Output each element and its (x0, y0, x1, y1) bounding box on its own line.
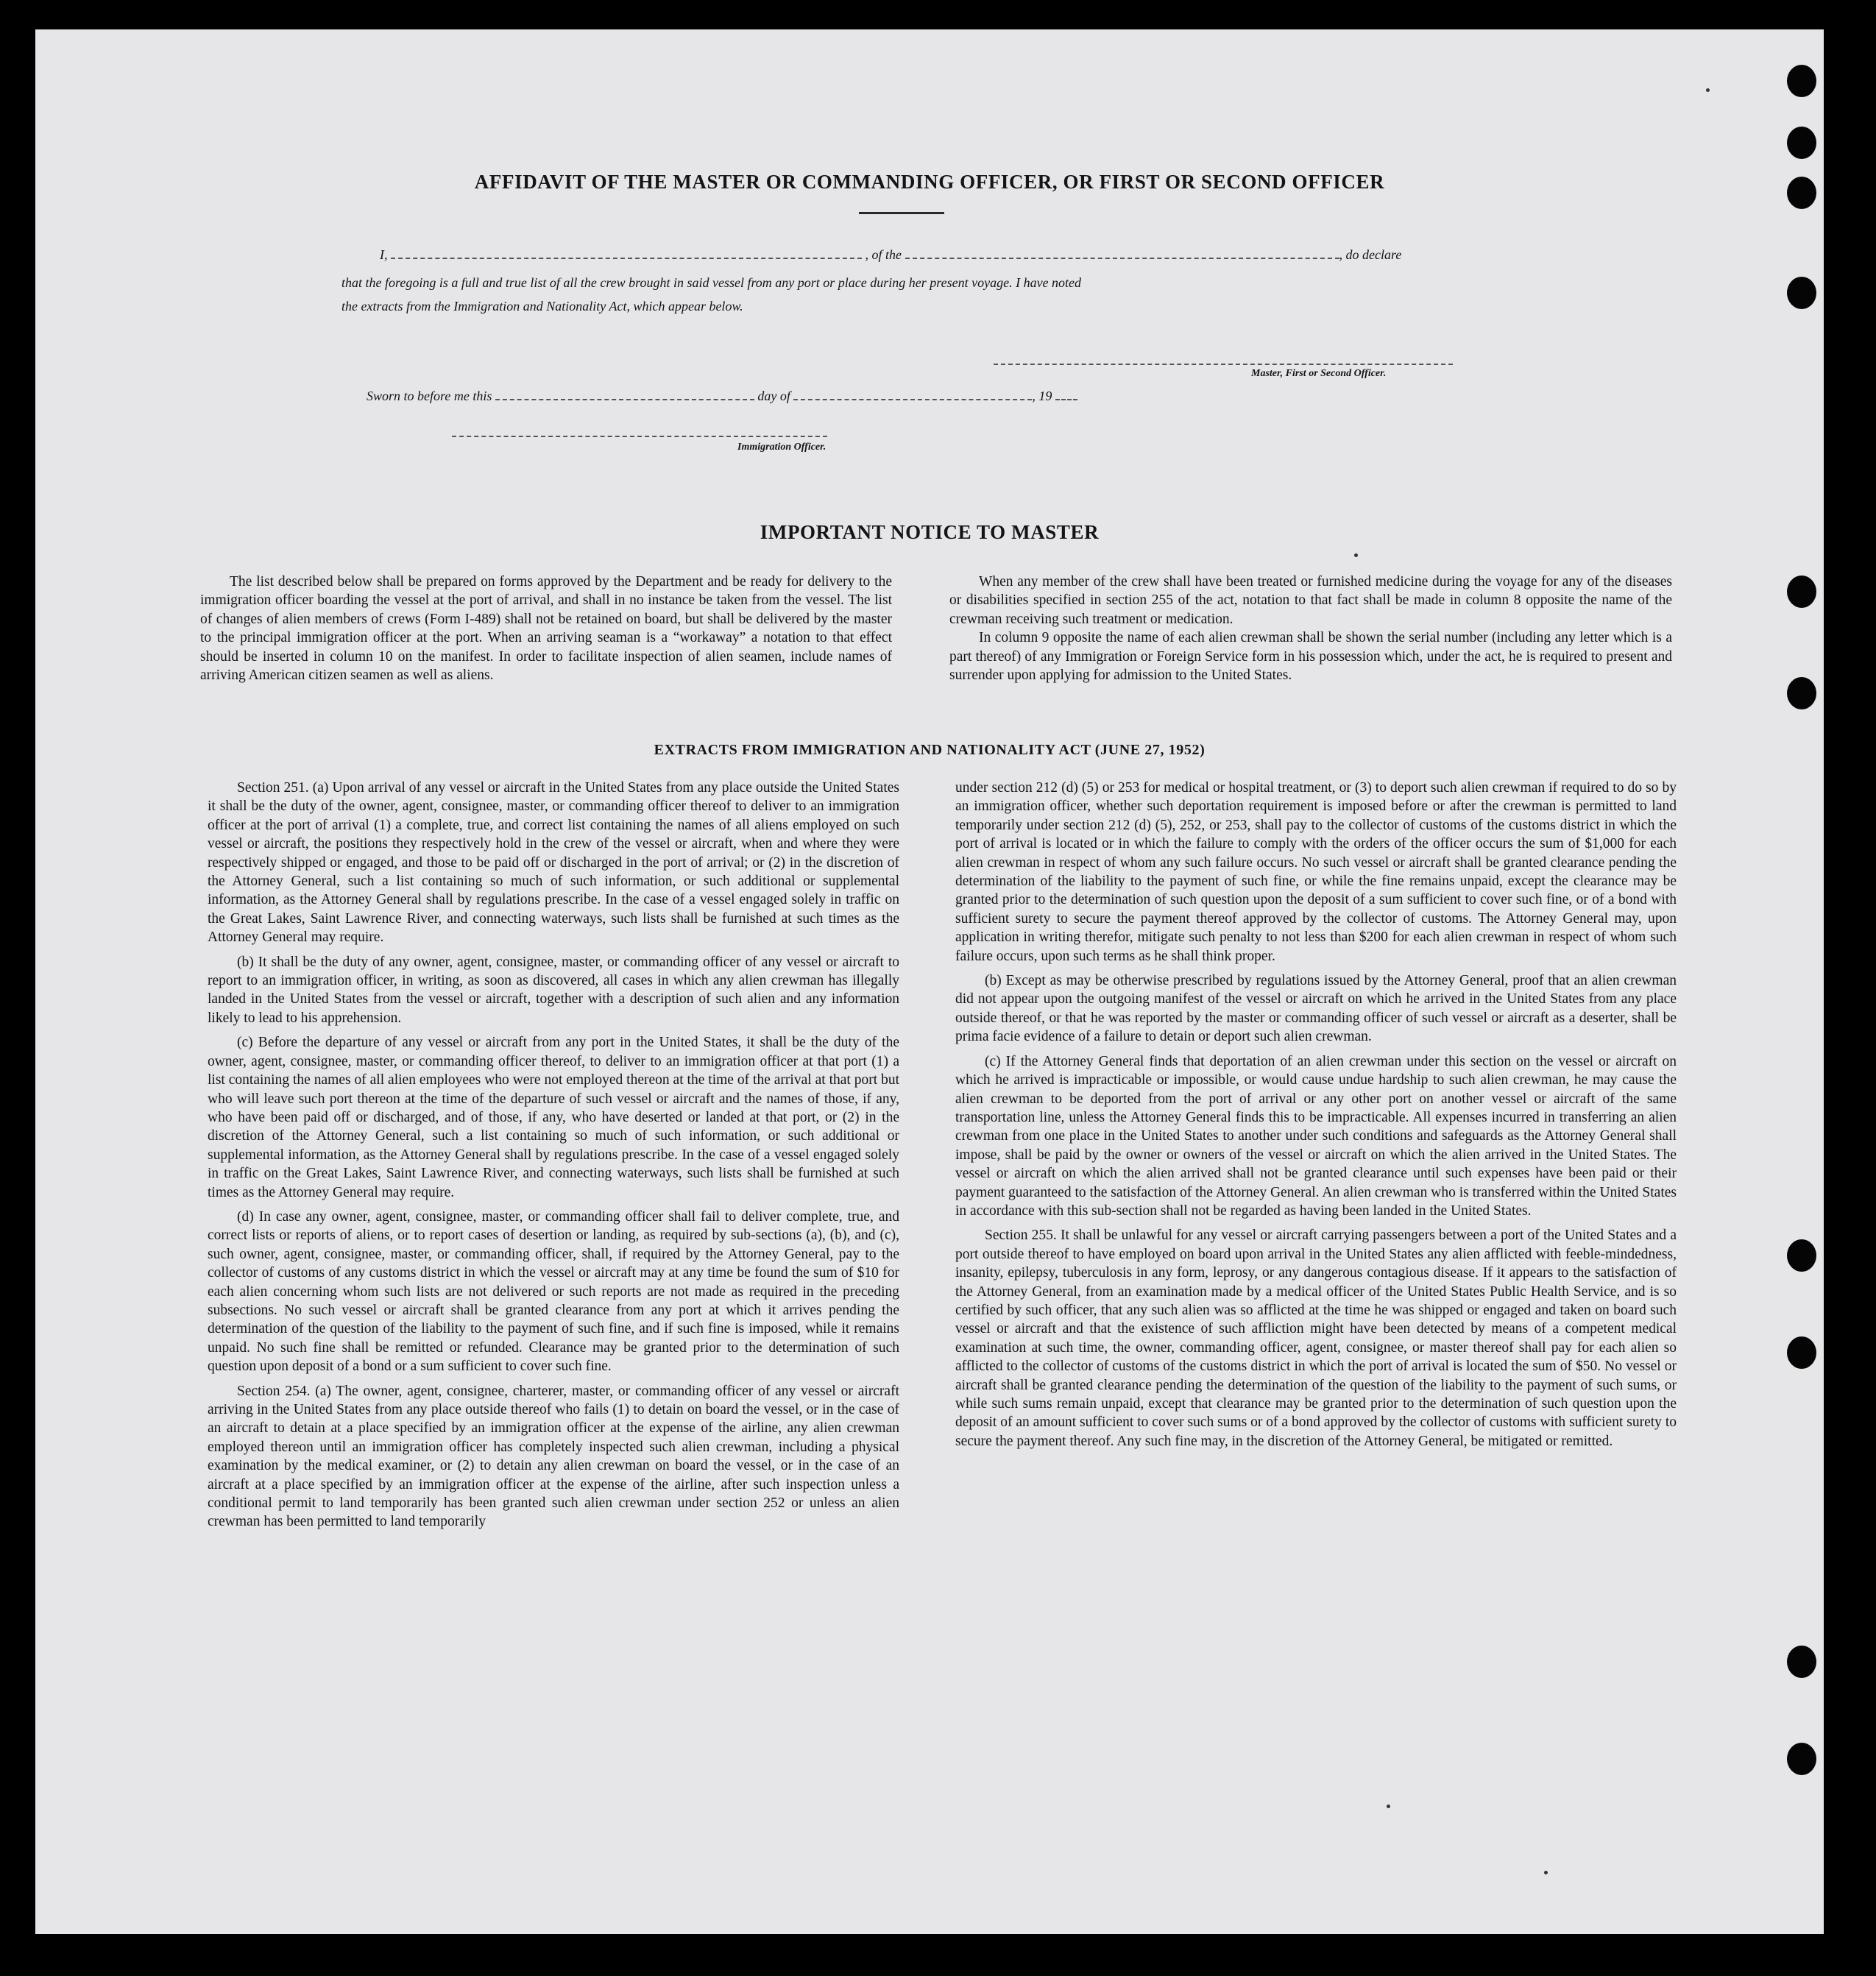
punch-hole (1787, 576, 1816, 608)
do-declare-label: , do declare (1339, 247, 1402, 262)
master-signature-line[interactable] (994, 353, 1453, 365)
day-of-label: day of (757, 389, 790, 403)
declaration-line-1: that the foregoing is a full and true list of all the crew brought in said vessel from any port or place during her present voyage. I have noted (341, 275, 1082, 290)
section-254-c: (c) If the Attorney General finds that deportation of an alien crewman under this section on the vessel or aircraft on which he arrived is impracticable or impossible, or would cause undue hardship to such alien crewman, he may cause the alien crewman to be deported from the port of arrival or any other port on another vessel or aircraft of the same transportation line, unless the Attorney General finds this to be impracticable. All expenses incurred in transferring an alien crewman from one place in the United States to another under such conditions and safeguards as the Attorney General shall impose, shall be paid by the owner or owners of the vessel or aircraft on which the alien arrived in the United States. The vessel or aircraft on which the alien arrived shall not be granted clearance until such expenses have been paid or their payment guaranteed to the satisfaction of the Attorney General. An alien crewman who is transferred within the United States in accordance with this sub-section shall not be regarded as having been landed in the United States. (955, 1053, 1677, 1219)
notice-right-column (949, 573, 1672, 684)
punch-hole (1787, 277, 1816, 309)
scan-speck (1387, 1805, 1390, 1808)
extracts-title: EXTRACTS FROM IMMIGRATION AND NATIONALITY ACT (JUNE 27, 1952) (654, 742, 1206, 758)
punch-hole (1787, 1239, 1816, 1272)
title-divider (859, 212, 944, 214)
notice-right-paragraph-1: When any member of the crew shall have been treated or furnished medicine during the voyage for any of the diseases or disabilities specified in section 255 of the act, notation to that fact shall be made in column 8 opposite the name of the crewman receiving such treatment or medication. (949, 574, 1672, 627)
declaration-line-2: the extracts from the Immigration and Nationality Act, which appear below. (341, 299, 743, 314)
declarant-line (380, 247, 1401, 263)
scan-speck (1544, 1871, 1548, 1874)
punch-hole (1787, 65, 1816, 97)
extracts-left-column (208, 779, 899, 1531)
sworn-line (367, 389, 1077, 404)
sworn-day-field[interactable] (495, 389, 754, 400)
i-label: I, (380, 247, 388, 262)
section-251-a: Section 251. (a) Upon arrival of any vessel or aircraft in the United States from any place outside the United States it shall be the duty of the owner, agent, consignee, master, or commanding officer thereof to deliver to an immigration officer at the port of arrival (1) a complete, true, and correct list containing the names of all aliens employed on such vessel or aircraft, the positions they respectively hold in the crew of the vessel or aircraft, when and where they were respectively shipped or engaged, and those to be paid off or discharged in the port of arrival; or (2) in the discretion of the Attorney General, such a list containing so much of such information, or such additional or supplemental information, as the Attorney General shall by regulations prescribe. In the case of a vessel engaged solely in traffic on the Great Lakes, Saint Lawrence River, and connecting waterways, such lists shall be furnished at such times as the Attorney General may require. (208, 780, 899, 946)
notice-title: IMPORTANT NOTICE TO MASTER (760, 521, 1100, 543)
scan-speck (1354, 553, 1358, 557)
affidavit-title: AFFIDAVIT OF THE MASTER OR COMMANDING OFFICER, OR FIRST OR SECOND OFFICER (474, 171, 1385, 193)
scan-speck (1706, 88, 1710, 92)
extracts-right-column (955, 779, 1677, 1451)
sworn-month-field[interactable] (793, 389, 1032, 400)
punch-hole (1787, 1743, 1816, 1775)
document-page (35, 29, 1824, 1934)
vessel-field[interactable] (905, 247, 1339, 259)
sworn-label: Sworn to before me this (367, 389, 492, 403)
sworn-year-field[interactable] (1055, 389, 1077, 400)
master-signature-caption: Master, First or Second Officer. (1251, 368, 1387, 379)
notice-left-paragraph: The list described below shall be prepared on forms approved by the Department and be ready for delivery to the immigration officer boarding the vessel at the port of arrival, and shall in no instance be taken from the vessel. The list of changes of alien members of crews (Form I-489) shall not be retained on board, but shall be delivered by the master to the principal immigration officer at the port. When an arriving seaman is a “workaway” a notation to that effect should be inserted in column 10 on the manifest. In order to facilitate inspection of alien seamen, include names of arriving American citizen seamen as well as aliens. (200, 574, 892, 684)
year-label: , 19 (1032, 389, 1052, 403)
section-254-a: Section 254. (a) The owner, agent, consignee, charterer, master, or commanding officer of any vessel or aircraft arriving in the United States from any place outside thereof who fails (1) to detain on board the vessel, or in the case of an aircraft to detain at a place specified by an immigration officer at the expense of the airline, any alien crewman employed thereon until an immigration officer has completely inspected such alien crewman, including a physical examination by the medical examiner, or (2) to detain any alien crewman on board the vessel, or in the case of an aircraft at a place specified by an immigration officer at the expense of the airline, after such inspection unless a conditional permit to land temporarily has been granted such alien crewman under section 252 or unless an alien crewman has been permitted to land temporarily (208, 1383, 899, 1530)
of-the-label: , of the (865, 247, 902, 262)
section-255: Section 255. It shall be unlawful for any vessel or aircraft carrying passengers between a port of the United States and a port outside thereof to have employed on board upon arrival in the United States any alien afflicted with feeble-mindedness, insanity, epilepsy, tuberculosis in any form, leprosy, or any dangerous contagious disease. If it appears to the satisfaction of the Attorney General, from an examination made by a medical officer of the United States Public Health Service, and is so certified by such officer, that any such alien was so afflicted at the time he was shipped or engaged and taken on board such vessel or aircraft and that the existence of such affliction might have been detected by means of a competent medical examination at such time, the owner, commanding officer, agent, consignee, or master thereof shall pay for each alien so afflicted to the collector of customs of the customs district in which the port of arrival is located the sum of $50. No vessel or aircraft shall be granted clearance pending the determination of the question of the liability to the payment of such sums, or while such sums remain unpaid, except that clearance may be granted prior to the determination of such question upon the deposit of an amount sufficient to cover such sums or of a bond approved by the collector of customs with sufficient surety to secure the payment thereof. Any such fine may, in the discretion of the Attorney General, be mitigated or remitted. (955, 1228, 1677, 1449)
punch-hole (1787, 127, 1816, 159)
section-251-d: (d) In case any owner, agent, consignee, master, or commanding officer shall fail to deliver complete, true, and correct lists or reports of aliens, or to report cases of desertion or landing, as required by sub-sections (a), (b), and (c), such owner, agent, consignee, master, or commanding officer, shall, if required by the Attorney General, pay to the collector of customs of any customs district in which the vessel or aircraft may at any time be found the sum of $10 for each alien concerning whom such lists are not delivered or such reports are not made as required in the preceding subsections. No such vessel or aircraft shall be granted clearance from any port at which it arrives pending the determination of the question of the liability to the payment of such fine, and if such fine is imposed, while it remains unpaid. No such fine shall be remitted or refunded. Clearance may be granted prior to the determination of such question upon deposit of a bond or a sum sufficient to cover such fine. (208, 1208, 899, 1375)
punch-hole (1787, 1336, 1816, 1369)
section-254-a-continued: under section 212 (d) (5) or 253 for medical or hospital treatment, or (3) to deport such alien crewman if required to do so by an immigration officer, whether such deportation requirement is imposed before or after the crewman is permitted to land temporarily under section 212 (d) (5), 252, or 253, shall pay to the collector of customs of the customs district in which the port of arrival is located or in which the failure to comply with the orders of the officer occurs the sum of $1,000 for each alien crewman in respect of whom any such failure occurs. No such vessel or aircraft shall be granted clearance pending the determination of the liability to the payment of such fine, or while the fine remains unpaid, except the clearance may be granted prior to the determination of such question upon the deposit of a sum sufficient to cover such fine, or of a bond with sufficient surety to secure the payment thereof approved by the collector of customs. The Attorney General may, upon application in writing therefor, mitigate such penalty to not less than $200 for each alien crewman in respect of whom such failure occurs, upon such terms as he shall think proper. (955, 780, 1677, 964)
section-251-c: (c) Before the departure of any vessel or aircraft from any port in the United States, it shall be the duty of the owner, agent, consignee, master, or commanding officer thereof, to deliver to an immigration officer at that port (1) a list containing the names of all alien employees who were not employed thereon at the time of the arrival at that port but who will leave such port thereon at the time of the departure of such vessel or aircraft and the names of those, if any, who have been paid off or discharged, and of those, if any, who have deserted or landed at that port, or (2) in the discretion of the Attorney General, such a list containing so much of such information, or such additional or supplemental information, as the Attorney General shall by regulations prescribe. In the case of a vessel engaged solely in traffic on the Great Lakes, Saint Lawrence River, and connecting waterways, such lists shall be furnished at such times as the Attorney General may require. (208, 1035, 899, 1200)
punch-hole (1787, 1646, 1816, 1678)
section-251-b: (b) It shall be the duty of any owner, agent, consignee, master, or commanding officer of any vessel or aircraft to report to an immigration officer, in writing, as soon as discovered, all cases in which any alien crewman has illegally landed in the United States from the vessel or aircraft, together with a description of such alien and any information likely to lead to his apprehension. (208, 954, 899, 1026)
officer-signature-line[interactable] (452, 425, 827, 437)
name-field[interactable] (391, 247, 862, 259)
notice-right-paragraph-2: In column 9 opposite the name of each alien crewman shall be shown the serial number (including any letter which is a part thereof) of any Immigration or Foreign Service form in his possession which, under the act, he is required to present and surrender upon applying for admission to the United States. (949, 630, 1672, 684)
officer-caption: Immigration Officer. (737, 442, 826, 453)
punch-hole (1787, 677, 1816, 709)
notice-left-column (200, 573, 892, 684)
section-254-b: (b) Except as may be otherwise prescribed by regulations issued by the Attorney General, proof that an alien crewman did not appear upon the outgoing manifest of the vessel or aircraft on which he arrived in the United States from any place outside thereof, or that he was reported by the master or commanding officer of such vessel or aircraft as a deserter, shall be prima facie evidence of a failure to detain or deport such alien crewman. (955, 973, 1677, 1045)
